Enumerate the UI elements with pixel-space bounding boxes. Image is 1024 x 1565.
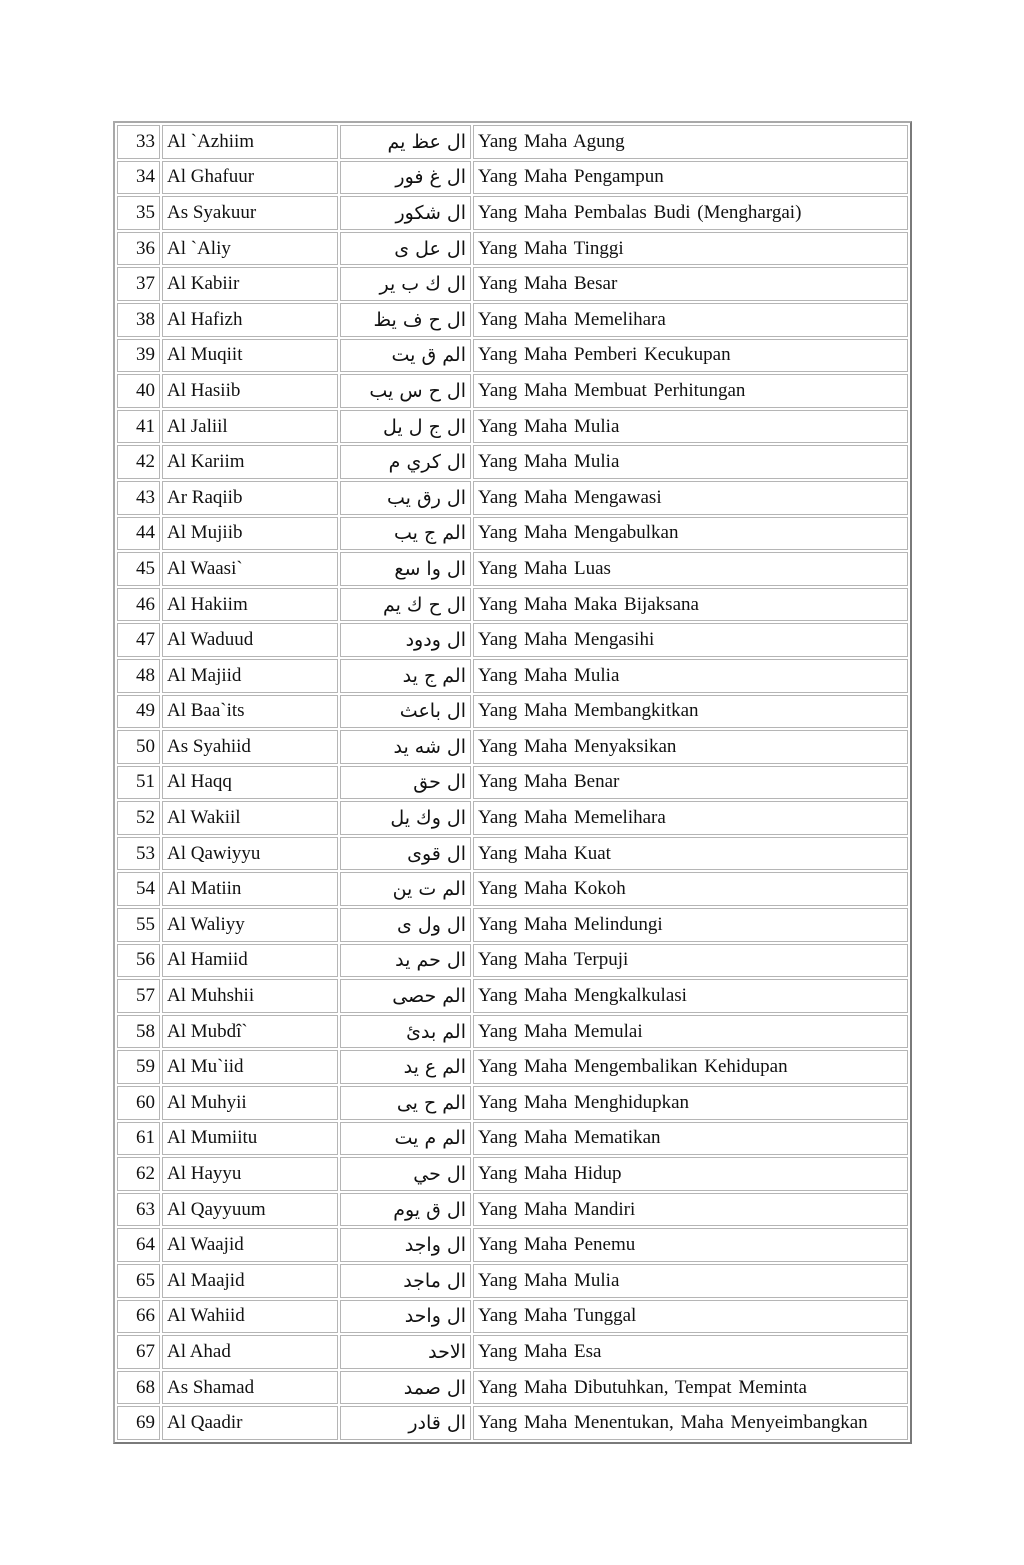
row-number-cell: 44 [117, 517, 160, 551]
arabic-name-cell: الم م يت [340, 1122, 471, 1156]
latin-name-cell: Al Qaadir [162, 1406, 338, 1440]
meaning-cell: Yang Maha Tunggal [473, 1300, 908, 1334]
table-row [117, 979, 908, 1013]
arabic-name-cell: الم ح يى [340, 1086, 471, 1120]
row-number-cell: 43 [117, 481, 160, 515]
table-row [117, 588, 908, 622]
table-row [117, 659, 908, 693]
table-row [117, 695, 908, 729]
meaning-cell: Yang Maha Pengampun [473, 161, 908, 195]
row-number-cell: 42 [117, 445, 160, 479]
arabic-name-cell: ال حي [340, 1157, 471, 1191]
meaning-cell: Yang Maha Kokoh [473, 872, 908, 906]
arabic-name-cell: ال حق [340, 766, 471, 800]
arabic-name-cell: ال ح ك يم [340, 588, 471, 622]
arabic-name-cell: ال وك يل [340, 801, 471, 835]
row-number-cell: 45 [117, 552, 160, 586]
arabic-name-cell: ال واحد [340, 1300, 471, 1334]
latin-name-cell: As Shamad [162, 1371, 338, 1405]
latin-name-cell: Al Haqq [162, 766, 338, 800]
meaning-cell: Yang Maha Melindungi [473, 908, 908, 942]
table-row [117, 125, 908, 159]
latin-name-cell: Al Ghafuur [162, 161, 338, 195]
row-number-cell: 67 [117, 1335, 160, 1369]
latin-name-cell: Al Mumiitu [162, 1122, 338, 1156]
latin-name-cell: Al Ahad [162, 1335, 338, 1369]
table-row [117, 517, 908, 551]
table-row [117, 872, 908, 906]
arabic-name-cell: ال ق يوم [340, 1193, 471, 1227]
table-row [117, 908, 908, 942]
table-row [117, 1193, 908, 1227]
meaning-cell: Yang Maha Agung [473, 125, 908, 159]
latin-name-cell: Al Mujiib [162, 517, 338, 551]
table-body [117, 125, 908, 1440]
table-row [117, 1050, 908, 1084]
arabic-name-cell: الم ع يد [340, 1050, 471, 1084]
latin-name-cell: Al Muqiit [162, 339, 338, 373]
arabic-name-cell: ال شه يد [340, 730, 471, 764]
table-row [117, 1157, 908, 1191]
arabic-name-cell: ال عظ يم [340, 125, 471, 159]
arabic-name-cell: ال عل ى [340, 232, 471, 266]
arabic-name-cell: ال قوى [340, 837, 471, 871]
table-row [117, 1371, 908, 1405]
table-row [117, 161, 908, 195]
table-row [117, 196, 908, 230]
meaning-cell: Yang Maha Tinggi [473, 232, 908, 266]
latin-name-cell: Ar Raqiib [162, 481, 338, 515]
meaning-cell: Yang Maha Hidup [473, 1157, 908, 1191]
latin-name-cell: Al Maajid [162, 1264, 338, 1298]
row-number-cell: 47 [117, 623, 160, 657]
meaning-cell: Yang Maha Memelihara [473, 303, 908, 337]
latin-name-cell: Al Wahiid [162, 1300, 338, 1334]
latin-name-cell: Al Hamiid [162, 944, 338, 978]
table-row [117, 944, 908, 978]
table-row [117, 1335, 908, 1369]
table-row [117, 730, 908, 764]
row-number-cell: 60 [117, 1086, 160, 1120]
latin-name-cell: Al Hakiim [162, 588, 338, 622]
row-number-cell: 54 [117, 872, 160, 906]
meaning-cell: Yang Maha Mulia [473, 445, 908, 479]
arabic-name-cell: ال ول ى [340, 908, 471, 942]
table-row [117, 623, 908, 657]
row-number-cell: 49 [117, 695, 160, 729]
row-number-cell: 55 [117, 908, 160, 942]
table-row [117, 339, 908, 373]
arabic-name-cell: ال باعث [340, 695, 471, 729]
arabic-name-cell: الم ج يب [340, 517, 471, 551]
latin-name-cell: Al Matiin [162, 872, 338, 906]
latin-name-cell: Al Waasi` [162, 552, 338, 586]
row-number-cell: 35 [117, 196, 160, 230]
arabic-name-cell: ال رق يب [340, 481, 471, 515]
table-row [117, 552, 908, 586]
latin-name-cell: Al Hayyu [162, 1157, 338, 1191]
arabic-name-cell: ال واجد [340, 1228, 471, 1262]
arabic-name-cell: الم حصى [340, 979, 471, 1013]
row-number-cell: 48 [117, 659, 160, 693]
row-number-cell: 59 [117, 1050, 160, 1084]
arabic-name-cell: ال غ فور [340, 161, 471, 195]
latin-name-cell: Al Waajid [162, 1228, 338, 1262]
row-number-cell: 33 [117, 125, 160, 159]
latin-name-cell: Al Qawiyyu [162, 837, 338, 871]
arabic-name-cell: الاحد [340, 1335, 471, 1369]
row-number-cell: 41 [117, 410, 160, 444]
arabic-name-cell: الم بدئ [340, 1015, 471, 1049]
asmaul-husna-table [113, 121, 912, 1444]
meaning-cell: Yang Maha Memulai [473, 1015, 908, 1049]
table-row [117, 1015, 908, 1049]
row-number-cell: 38 [117, 303, 160, 337]
arabic-name-cell: ال ماجد [340, 1264, 471, 1298]
arabic-name-cell: ال ح ف يظ [340, 303, 471, 337]
latin-name-cell: Al Mubdî` [162, 1015, 338, 1049]
latin-name-cell: Al Hasiib [162, 374, 338, 408]
row-number-cell: 52 [117, 801, 160, 835]
row-number-cell: 39 [117, 339, 160, 373]
arabic-name-cell: ال قادر [340, 1406, 471, 1440]
meaning-cell: Yang Maha Membuat Perhitungan [473, 374, 908, 408]
latin-name-cell: Al Waliyy [162, 908, 338, 942]
meaning-cell: Yang Maha Mematikan [473, 1122, 908, 1156]
meaning-cell: Yang Maha Pemberi Kecukupan [473, 339, 908, 373]
meaning-cell: Yang Maha Esa [473, 1335, 908, 1369]
row-number-cell: 57 [117, 979, 160, 1013]
latin-name-cell: Al Kabiir [162, 267, 338, 301]
meaning-cell: Yang Maha Mengabulkan [473, 517, 908, 551]
row-number-cell: 68 [117, 1371, 160, 1405]
meaning-cell: Yang Maha Besar [473, 267, 908, 301]
arabic-name-cell: ال ودود [340, 623, 471, 657]
meaning-cell: Yang Maha Kuat [473, 837, 908, 871]
table-row [117, 410, 908, 444]
row-number-cell: 36 [117, 232, 160, 266]
meaning-cell: Yang Maha Menentukan, Maha Menyeimbangkan [473, 1406, 908, 1440]
row-number-cell: 34 [117, 161, 160, 195]
table-row [117, 1122, 908, 1156]
meaning-cell: Yang Maha Pembalas Budi (Menghargai) [473, 196, 908, 230]
row-number-cell: 37 [117, 267, 160, 301]
meaning-cell: Yang Maha Benar [473, 766, 908, 800]
arabic-name-cell: ال ج ل يل [340, 410, 471, 444]
arabic-name-cell: ال كري م [340, 445, 471, 479]
meaning-cell: Yang Maha Maka Bijaksana [473, 588, 908, 622]
table-row [117, 837, 908, 871]
meaning-cell: Yang Maha Mulia [473, 659, 908, 693]
latin-name-cell: As Syahiid [162, 730, 338, 764]
table-row [117, 481, 908, 515]
arabic-name-cell: ال وا سع [340, 552, 471, 586]
table-row [117, 232, 908, 266]
meaning-cell: Yang Maha Dibutuhkan, Tempat Meminta [473, 1371, 908, 1405]
row-number-cell: 50 [117, 730, 160, 764]
table-row [117, 766, 908, 800]
table-row [117, 1228, 908, 1262]
arabic-name-cell: ال حم يد [340, 944, 471, 978]
arabic-name-cell: الم ت ين [340, 872, 471, 906]
latin-name-cell: Al Qayyuum [162, 1193, 338, 1227]
meaning-cell: Yang Maha Mengkalkulasi [473, 979, 908, 1013]
meaning-cell: Yang Maha Mengawasi [473, 481, 908, 515]
row-number-cell: 65 [117, 1264, 160, 1298]
meaning-cell: Yang Maha Mandiri [473, 1193, 908, 1227]
row-number-cell: 56 [117, 944, 160, 978]
row-number-cell: 64 [117, 1228, 160, 1262]
arabic-name-cell: ال ك ب ير [340, 267, 471, 301]
latin-name-cell: Al Baa`its [162, 695, 338, 729]
table-row [117, 1406, 908, 1440]
meaning-cell: Yang Maha Luas [473, 552, 908, 586]
arabic-name-cell: ال شكور [340, 196, 471, 230]
arabic-name-cell: ال صمد [340, 1371, 471, 1405]
latin-name-cell: Al Muhyii [162, 1086, 338, 1120]
latin-name-cell: Al Mu`iid [162, 1050, 338, 1084]
latin-name-cell: Al Wakiil [162, 801, 338, 835]
latin-name-cell: As Syakuur [162, 196, 338, 230]
row-number-cell: 46 [117, 588, 160, 622]
row-number-cell: 62 [117, 1157, 160, 1191]
meaning-cell: Yang Maha Terpuji [473, 944, 908, 978]
meaning-cell: Yang Maha Menghidupkan [473, 1086, 908, 1120]
latin-name-cell: Al Muhshii [162, 979, 338, 1013]
row-number-cell: 40 [117, 374, 160, 408]
latin-name-cell: Al `Azhiim [162, 125, 338, 159]
arabic-name-cell: ال ح س يب [340, 374, 471, 408]
meaning-cell: Yang Maha Membangkitkan [473, 695, 908, 729]
latin-name-cell: Al Waduud [162, 623, 338, 657]
row-number-cell: 63 [117, 1193, 160, 1227]
row-number-cell: 66 [117, 1300, 160, 1334]
latin-name-cell: Al Hafizh [162, 303, 338, 337]
latin-name-cell: Al Majiid [162, 659, 338, 693]
latin-name-cell: Al Jaliil [162, 410, 338, 444]
meaning-cell: Yang Maha Penemu [473, 1228, 908, 1262]
meaning-cell: Yang Maha Menyaksikan [473, 730, 908, 764]
arabic-name-cell: الم ج يد [340, 659, 471, 693]
latin-name-cell: Al Kariim [162, 445, 338, 479]
table-row [117, 1264, 908, 1298]
table-row [117, 303, 908, 337]
meaning-cell: Yang Maha Mengasihi [473, 623, 908, 657]
table-row [117, 801, 908, 835]
row-number-cell: 58 [117, 1015, 160, 1049]
row-number-cell: 53 [117, 837, 160, 871]
row-number-cell: 51 [117, 766, 160, 800]
latin-name-cell: Al `Aliy [162, 232, 338, 266]
table-row [117, 374, 908, 408]
table-row [117, 445, 908, 479]
meaning-cell: Yang Maha Mengembalikan Kehidupan [473, 1050, 908, 1084]
meaning-cell: Yang Maha Mulia [473, 1264, 908, 1298]
row-number-cell: 61 [117, 1122, 160, 1156]
table-row [117, 267, 908, 301]
row-number-cell: 69 [117, 1406, 160, 1440]
arabic-name-cell: الم ق يت [340, 339, 471, 373]
table-row [117, 1086, 908, 1120]
meaning-cell: Yang Maha Mulia [473, 410, 908, 444]
meaning-cell: Yang Maha Memelihara [473, 801, 908, 835]
table-row [117, 1300, 908, 1334]
